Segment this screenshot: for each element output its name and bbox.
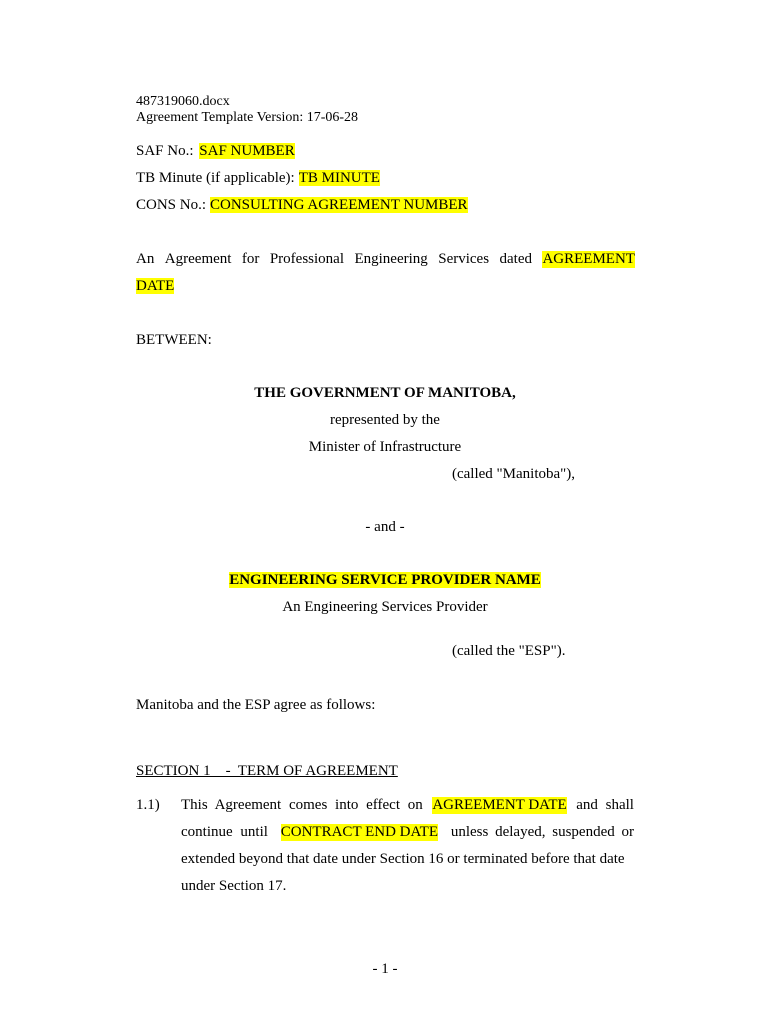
and-separator: - and -	[365, 519, 405, 535]
agree-text: Manitoba and the ESP agree as follows:	[136, 697, 376, 713]
clause-line-4: under Section 17.	[181, 878, 287, 894]
party1-name: THE GOVERNMENT OF MANITOBA,	[254, 385, 516, 401]
intro-word: An	[136, 251, 155, 267]
agreement-date-highlight: AGREEMENT DATE	[432, 797, 567, 813]
party2-name-row	[0, 572, 770, 589]
intro-word: Professional	[269, 251, 345, 267]
page-number: - 1 -	[372, 961, 398, 977]
intro-line-2	[136, 278, 174, 295]
clause-text: unless delayed, suspended or	[450, 824, 634, 840]
saf-label: SAF No.:	[136, 143, 194, 159]
section1-heading: SECTION 1 - TERM OF AGREEMENT	[136, 763, 398, 779]
intro-word: Agreement	[164, 251, 232, 267]
clause-line-3: extended beyond that date under Section 16 or terminated before that date	[181, 851, 625, 867]
intro-word: Engineering	[354, 251, 428, 267]
tb-line	[136, 170, 380, 187]
clause-line-2	[181, 824, 634, 841]
tb-value: TB MINUTE	[298, 170, 380, 186]
intro-word: Services	[438, 251, 490, 267]
agreement-date-part2: DATE	[136, 278, 175, 294]
clause-number: 1.1)	[136, 797, 160, 813]
cons-line	[136, 197, 468, 214]
intro-word: dated	[499, 251, 532, 267]
saf-line	[136, 143, 295, 160]
saf-value: SAF NUMBER	[199, 143, 295, 159]
cons-value: CONSULTING AGREEMENT NUMBER	[210, 197, 468, 213]
tb-label: TB Minute (if applicable):	[136, 170, 295, 186]
contract-end-date-highlight: CONTRACT END DATE	[280, 824, 438, 840]
between-label: BETWEEN:	[136, 332, 212, 348]
party2-desc: An Engineering Services Provider	[282, 599, 488, 615]
party1-rep1: represented by the	[330, 412, 440, 428]
filename: 487319060.docx	[136, 94, 230, 109]
clause-line-1	[181, 797, 634, 814]
template-version: Agreement Template Version: 17-06-28	[136, 110, 359, 125]
clause-text: This Agreement comes into effect on	[181, 797, 423, 813]
clause-text: and shall	[576, 797, 634, 813]
intro-line	[136, 251, 635, 268]
cons-label: CONS No.:	[136, 197, 207, 213]
intro-word: for	[241, 251, 260, 267]
party2-called: (called the "ESP").	[452, 643, 566, 659]
party2-name: ENGINEERING SERVICE PROVIDER NAME	[229, 572, 541, 588]
party1-rep2: Minister of Infrastructure	[308, 439, 462, 455]
clause-text: continue until	[181, 824, 268, 840]
agreement-date-part1: AGREEMENT	[542, 251, 635, 267]
party1-called: (called "Manitoba"),	[452, 466, 576, 482]
